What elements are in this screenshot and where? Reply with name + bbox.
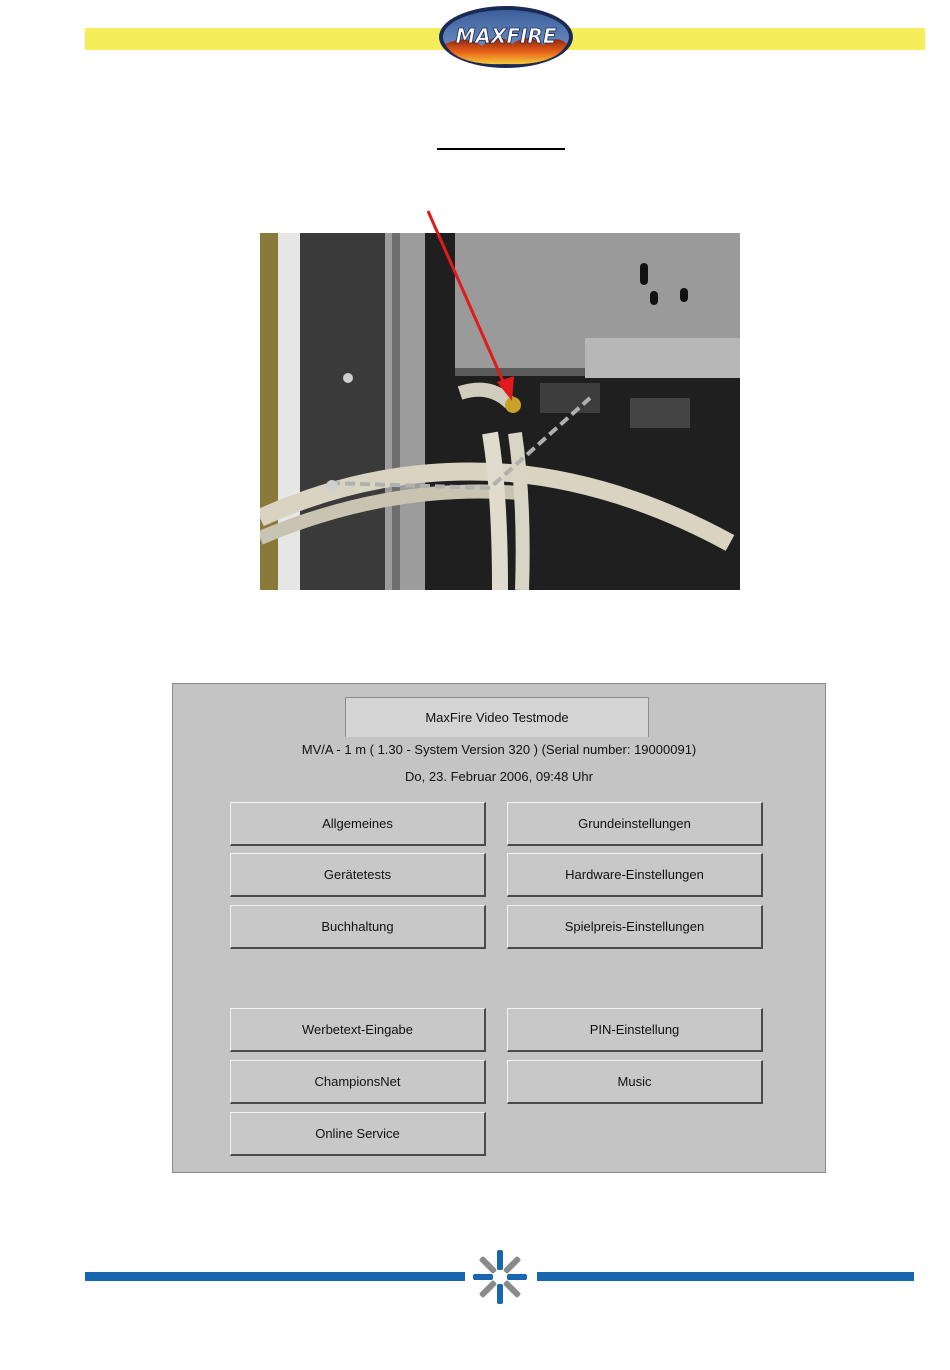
testmode-title: MaxFire Video Testmode bbox=[425, 710, 569, 725]
pin-einstellung-button[interactable]: PIN-Einstellung bbox=[507, 1008, 763, 1052]
werbetext-eingabe-button[interactable]: Werbetext-Eingabe bbox=[230, 1008, 486, 1052]
online-service-button[interactable]: Online Service bbox=[230, 1112, 486, 1156]
datetime-line: Do, 23. Februar 2006, 09:48 Uhr bbox=[405, 769, 593, 784]
music-button[interactable]: Music bbox=[507, 1060, 763, 1104]
cabinet-photo bbox=[260, 233, 740, 590]
buchhaltung-button[interactable]: Buchhaltung bbox=[230, 905, 486, 949]
hardware-einstellungen-button[interactable]: Hardware-Einstellungen bbox=[507, 853, 763, 897]
geraetetests-button[interactable]: Gerätetests bbox=[230, 853, 486, 897]
maxfire-logo-text: MAXFIRE bbox=[455, 24, 557, 48]
spielpreis-einstellungen-button[interactable]: Spielpreis-Einstellungen bbox=[507, 905, 763, 949]
version-line: MV/A - 1 m ( 1.30 - System Version 320 ) (Serial number: 19000091) bbox=[301, 742, 697, 757]
footer-bar-right bbox=[537, 1272, 914, 1281]
allgemeines-button[interactable]: Allgemeines bbox=[230, 802, 486, 846]
heading-underline bbox=[437, 148, 565, 150]
championsnet-button[interactable]: ChampionsNet bbox=[230, 1060, 486, 1104]
maxfire-logo bbox=[437, 4, 575, 70]
testmode-title-tab bbox=[345, 697, 649, 737]
footer-bar-left bbox=[85, 1272, 465, 1281]
grundeinstellungen-button[interactable]: Grundeinstellungen bbox=[507, 802, 763, 846]
starburst-logo-icon bbox=[470, 1247, 530, 1307]
